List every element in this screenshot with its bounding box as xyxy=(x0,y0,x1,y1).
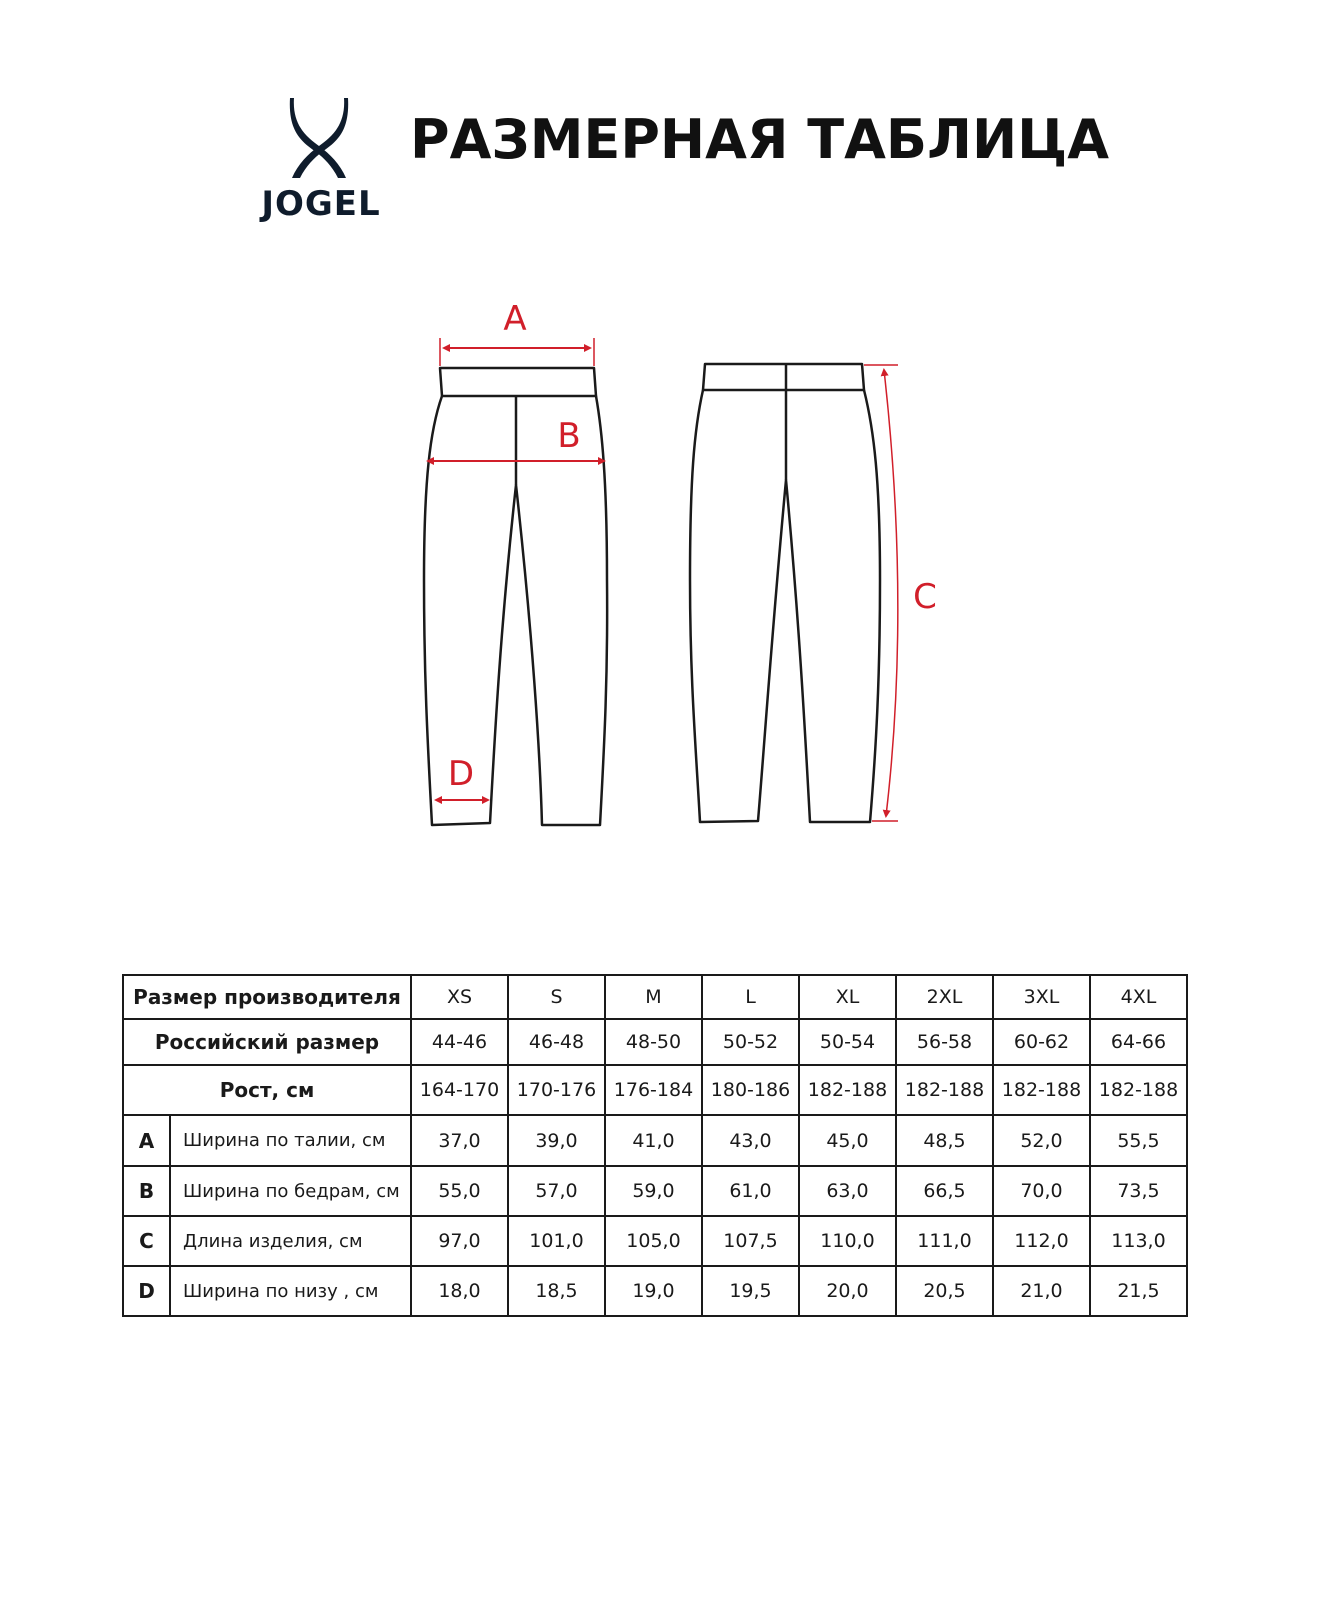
measurement-value: 101,0 xyxy=(508,1216,605,1266)
label-b: B xyxy=(557,416,581,456)
russian-size-row-cell: 46-48 xyxy=(508,1019,605,1065)
russian-size-row-cell: 50-54 xyxy=(799,1019,896,1065)
measurement-value: 21,5 xyxy=(1090,1266,1187,1316)
measurement-value: 39,0 xyxy=(508,1115,605,1166)
measurement-value: 55,5 xyxy=(1090,1115,1187,1166)
measurement-value: 20,5 xyxy=(896,1266,993,1316)
measurement-label: Длина изделия, см xyxy=(170,1216,411,1266)
russian-size-row-cell: 50-52 xyxy=(702,1019,799,1065)
measurement-label: Ширина по низу , см xyxy=(170,1266,411,1316)
measurement-row xyxy=(123,1266,1187,1316)
size-table xyxy=(122,974,1188,1317)
measurement-value: 59,0 xyxy=(605,1166,702,1216)
height-row xyxy=(123,1065,1187,1115)
brand-logo xyxy=(246,96,396,226)
measurement-value: 97,0 xyxy=(411,1216,508,1266)
russian-size-row-cell: 60-62 xyxy=(993,1019,1090,1065)
measurement-value: 113,0 xyxy=(1090,1216,1187,1266)
measurement-value: 107,5 xyxy=(702,1216,799,1266)
measurement-value: 70,0 xyxy=(993,1166,1090,1216)
measurement-value: 63,0 xyxy=(799,1166,896,1216)
russian-size-row-label: Российский размер xyxy=(123,1019,411,1065)
brand-name: JOGEL xyxy=(261,184,381,224)
measurement-row xyxy=(123,1216,1187,1266)
size-row-cell: 2XL xyxy=(896,975,993,1019)
measurement-value: 18,0 xyxy=(411,1266,508,1316)
russian-size-row-cell: 48-50 xyxy=(605,1019,702,1065)
russian-size-row-cell: 56-58 xyxy=(896,1019,993,1065)
measurement-value: 37,0 xyxy=(411,1115,508,1166)
measurement-value: 66,5 xyxy=(896,1166,993,1216)
height-row-cell: 176-184 xyxy=(605,1065,702,1115)
measurement-value: 45,0 xyxy=(799,1115,896,1166)
height-row-cell: 164-170 xyxy=(411,1065,508,1115)
size-row-cell: S xyxy=(508,975,605,1019)
measurement-letter: B xyxy=(123,1166,170,1216)
back-pants-outline xyxy=(690,364,880,822)
measurement-value: 41,0 xyxy=(605,1115,702,1166)
height-row-cell: 182-188 xyxy=(799,1065,896,1115)
height-row-cell: 182-188 xyxy=(896,1065,993,1115)
label-a: A xyxy=(503,299,527,339)
size-row-cell: 3XL xyxy=(993,975,1090,1019)
measurement-value: 21,0 xyxy=(993,1266,1090,1316)
height-row-cell: 182-188 xyxy=(1090,1065,1187,1115)
size-row-cell: L xyxy=(702,975,799,1019)
measurement-value: 19,5 xyxy=(702,1266,799,1316)
measurement-value: 48,5 xyxy=(896,1115,993,1166)
size-row-cell: XS xyxy=(411,975,508,1019)
measurement-label: Ширина по бедрам, см xyxy=(170,1166,411,1216)
measurement-value: 111,0 xyxy=(896,1216,993,1266)
label-c: C xyxy=(913,577,937,617)
size-row-cell: XL xyxy=(799,975,896,1019)
size-row-label: Размер производителя xyxy=(123,975,411,1019)
measurement-value: 61,0 xyxy=(702,1166,799,1216)
measurement-value: 43,0 xyxy=(702,1115,799,1166)
size-row xyxy=(123,975,1187,1019)
height-row-cell: 182-188 xyxy=(993,1065,1090,1115)
measurement-letter: D xyxy=(123,1266,170,1316)
measurement-value: 73,5 xyxy=(1090,1166,1187,1216)
measurement-letter: C xyxy=(123,1216,170,1266)
height-row-cell: 180-186 xyxy=(702,1065,799,1115)
measurement-row xyxy=(123,1166,1187,1216)
measurement-value: 57,0 xyxy=(508,1166,605,1216)
measurement-value: 19,0 xyxy=(605,1266,702,1316)
measurement-label: Ширина по талии, см xyxy=(170,1115,411,1166)
russian-size-row xyxy=(123,1019,1187,1065)
measurement-value: 110,0 xyxy=(799,1216,896,1266)
pants-diagram xyxy=(0,280,1331,850)
russian-size-row-cell: 44-46 xyxy=(411,1019,508,1065)
measurement-value: 55,0 xyxy=(411,1166,508,1216)
size-row-cell: M xyxy=(605,975,702,1019)
measurement-value: 52,0 xyxy=(993,1115,1090,1166)
russian-size-row-cell: 64-66 xyxy=(1090,1019,1187,1065)
measurement-value: 20,0 xyxy=(799,1266,896,1316)
height-row-label: Рост, см xyxy=(123,1065,411,1115)
measurement-letter: A xyxy=(123,1115,170,1166)
size-row-cell: 4XL xyxy=(1090,975,1187,1019)
height-row-cell: 170-176 xyxy=(508,1065,605,1115)
brand-mark-icon xyxy=(288,96,350,180)
measurement-row xyxy=(123,1115,1187,1166)
measurement-value: 105,0 xyxy=(605,1216,702,1266)
page-title: РАЗМЕРНАЯ ТАБЛИЦА xyxy=(410,108,1110,171)
label-d: D xyxy=(447,754,475,794)
measurement-value: 18,5 xyxy=(508,1266,605,1316)
measurement-value: 112,0 xyxy=(993,1216,1090,1266)
measure-a xyxy=(440,338,594,366)
